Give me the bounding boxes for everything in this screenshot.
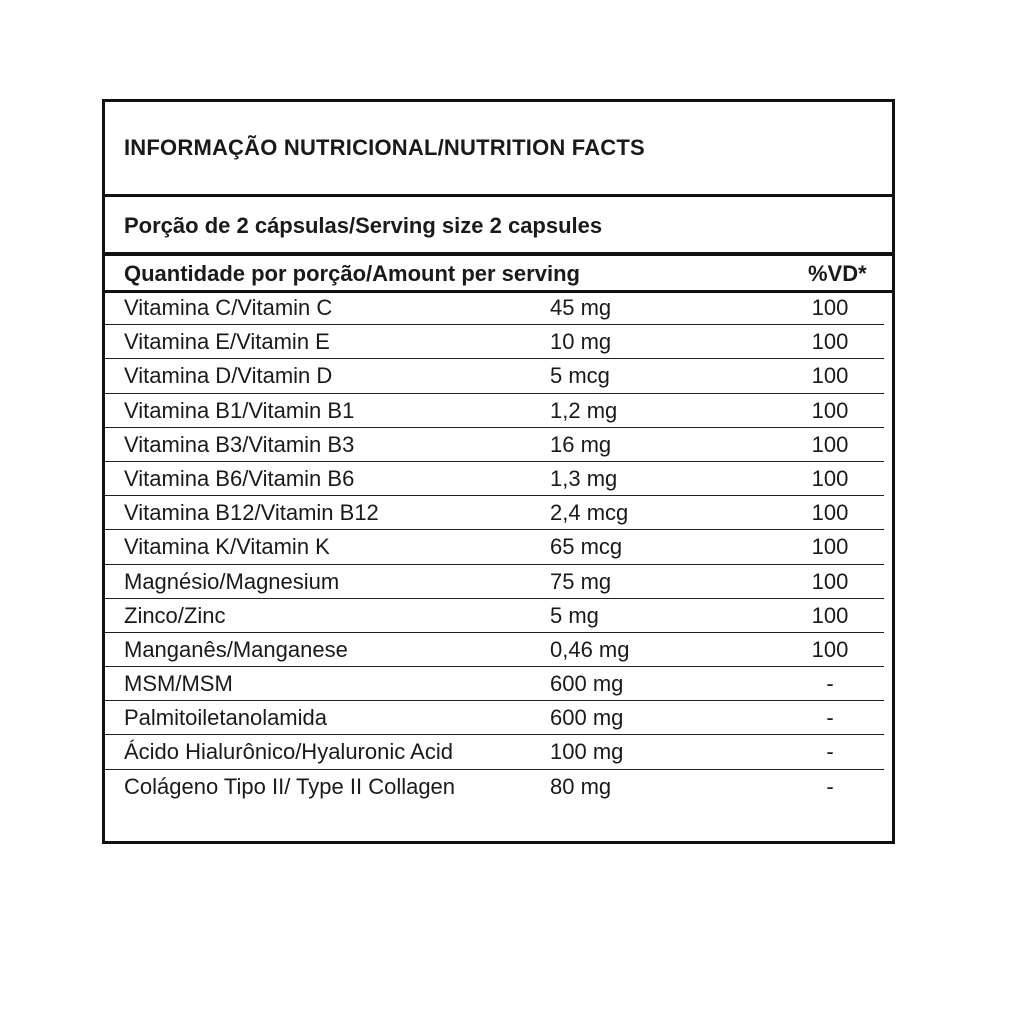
nutrient-daily-value: 100 [811,568,849,594]
serving-size: Porção de 2 cápsulas/Serving size 2 capsules [124,213,603,238]
nutrient-amount: 1,2 mg [550,397,618,423]
nutrient-name: Vitamina B6/Vitamin B6 [124,465,355,491]
nutrient-name: MSM/MSM [124,671,233,697]
nutrient-name: Zinco/Zinc [124,602,226,628]
nutrient-daily-value: - [826,739,834,765]
header-daily-value: %VD* [808,261,867,286]
nutrient-amount: 5 mg [550,602,599,628]
nutrient-amount: 45 mg [550,295,612,320]
table-row [105,462,884,496]
nutrient-amount: 16 mg [550,431,612,457]
table-row [105,496,884,530]
table-row [105,291,884,325]
table-row [105,667,884,701]
table-row [105,735,884,769]
nutrient-name: Colágeno Tipo II/ Type II Collagen [124,773,456,799]
nutrient-daily-value: 100 [811,465,849,491]
header-amount-per-serving: Quantidade por porção/Amount per serving [124,261,580,286]
nutrient-amount: 600 mg [550,671,624,697]
nutrient-daily-value: 100 [811,397,849,423]
nutrient-amount: 0,46 mg [550,636,630,662]
nutrient-daily-value: 100 [811,363,849,389]
nutrient-daily-value: 100 [811,295,849,320]
nutrient-name: Vitamina C/Vitamin C [124,295,333,320]
table-row [105,599,884,633]
nutrient-amount: 1,3 mg [550,465,618,491]
nutrient-daily-value: - [826,773,834,799]
nutrient-name: Manganês/Manganese [124,636,348,662]
nutrient-daily-value: - [826,671,834,697]
nutrient-name: Vitamina E/Vitamin E [124,329,330,355]
table-row [105,359,884,393]
nutrient-amount: 100 mg [550,739,624,765]
nutrient-daily-value: 100 [811,636,849,662]
panel-title: INFORMAÇÃO NUTRICIONAL/NUTRITION FACTS [124,135,645,160]
table-row [105,325,884,359]
nutrient-daily-value: 100 [811,431,849,457]
nutrient-name: Vitamina D/Vitamin D [124,363,333,389]
nutrient-amount: 600 mg [550,705,624,731]
nutrient-name: Vitamina B3/Vitamin B3 [124,431,355,457]
nutrient-name: Magnésio/Magnesium [124,568,340,594]
table-row [105,701,884,735]
nutrient-amount: 10 mg [550,329,612,355]
table-row [105,633,884,667]
table-row [105,428,884,462]
nutrient-daily-value: 100 [811,602,849,628]
nutrient-rows [105,291,892,804]
table-row [105,394,884,428]
table-row [105,770,884,804]
nutrition-facts-panel [102,99,895,844]
nutrient-amount: 80 mg [550,773,612,799]
nutrient-name: Vitamina K/Vitamin K [124,534,330,560]
nutrient-amount: 2,4 mcg [550,500,629,526]
table-row [105,565,884,599]
nutrient-daily-value: - [826,705,834,731]
nutrient-name: Ácido Hialurônico/Hyaluronic Acid [124,739,453,765]
nutrient-name: Palmitoiletanolamida [124,705,327,731]
nutrient-name: Vitamina B12/Vitamin B12 [124,500,379,526]
nutrient-amount: 5 mcg [550,363,610,389]
nutrient-name: Vitamina B1/Vitamin B1 [124,397,355,423]
nutrient-daily-value: 100 [811,329,849,355]
nutrient-amount: 65 mcg [550,534,623,560]
nutrient-amount: 75 mg [550,568,612,594]
nutrient-daily-value: 100 [811,534,849,560]
nutrient-daily-value: 100 [811,500,849,526]
table-row [105,530,884,564]
